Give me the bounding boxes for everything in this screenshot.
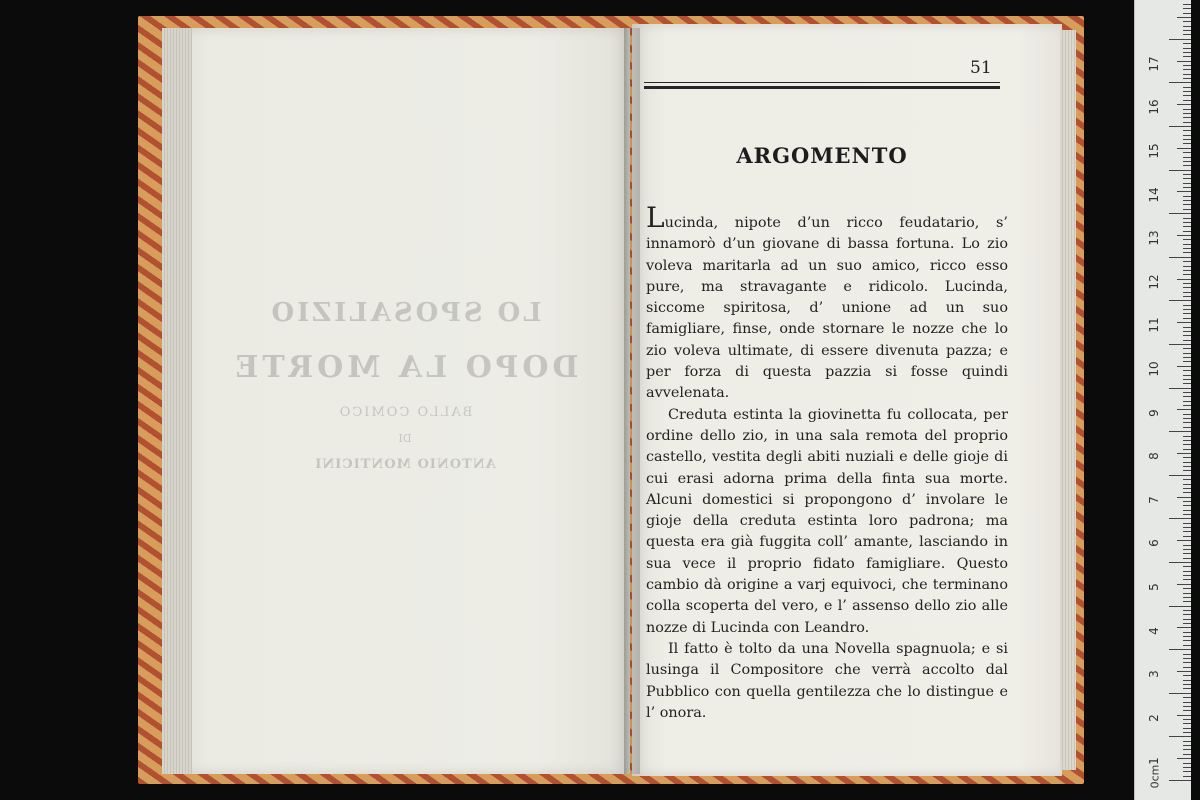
ruler-tick <box>1177 627 1191 628</box>
ruler-tick <box>1183 348 1191 349</box>
ruler-tick <box>1183 405 1191 406</box>
ruler-tick <box>1183 767 1191 768</box>
ruler-tick <box>1177 191 1191 192</box>
bleed-through-text <box>190 280 620 472</box>
ruler-tick <box>1183 130 1191 131</box>
ruler-tick <box>1183 619 1191 620</box>
ruler-tick <box>1183 95 1191 96</box>
ruler-tick <box>1183 30 1191 31</box>
ruler-tick <box>1183 479 1191 480</box>
ruler-tick <box>1183 13 1191 14</box>
right-page-edges <box>1060 30 1076 770</box>
ruler-tick <box>1183 252 1191 253</box>
book-gutter <box>624 28 640 774</box>
ruler-number: 14 <box>1147 186 1161 203</box>
ruler-tick <box>1183 165 1191 166</box>
ruler-tick <box>1183 449 1191 450</box>
ruler-tick <box>1183 588 1191 589</box>
ruler-tick <box>1183 370 1191 371</box>
ruler-tick <box>1183 427 1191 428</box>
ruler-tick <box>1183 462 1191 463</box>
ruler-tick <box>1169 39 1191 40</box>
ruler-tick <box>1177 279 1191 280</box>
ruler-tick <box>1183 440 1191 441</box>
ruler-tick <box>1183 8 1191 9</box>
ruler-tick <box>1183 340 1191 341</box>
paragraph-1-text: ucinda, nipote d’un ricco feudatario, s’ innamorò d’un giovane di bassa fortuna. Lo zio voleva maritarla ad un suo amico, ricco esso pure, ma stravagante e ridicolo. Lucinda, siccome spiritosa, d’ unione ad un suo famigliare, finse, onde stornare le nozze che lo zio voleva ultimate, di essere divenuta pazza; e per forza di questa pazzia si fosse quindi avvelenata. <box>646 215 1008 402</box>
ruler-tick <box>1183 688 1191 689</box>
ruler-tick <box>1183 754 1191 755</box>
page-number: 51 <box>970 58 992 78</box>
rule-thick <box>644 86 1000 89</box>
ruler-tick <box>1169 736 1191 737</box>
ruler-tick <box>1183 392 1191 393</box>
ruler-number: 4 <box>1147 626 1161 635</box>
ruler-tick <box>1183 209 1191 210</box>
ruler-tick <box>1169 606 1191 607</box>
ruler-tick <box>1183 571 1191 572</box>
ruler-tick <box>1183 610 1191 611</box>
ruler-tick <box>1183 593 1191 594</box>
ruler-tick <box>1183 379 1191 380</box>
ruler-tick <box>1183 514 1191 515</box>
ruler-tick <box>1183 501 1191 502</box>
ruler-tick <box>1183 488 1191 489</box>
ruler-tick <box>1183 636 1191 637</box>
ruler-tick <box>1183 21 1191 22</box>
ruler-tick <box>1183 702 1191 703</box>
ruler-tick <box>1183 274 1191 275</box>
ruler-tick <box>1183 706 1191 707</box>
ruler-tick <box>1169 388 1191 389</box>
rule-thin <box>644 82 1000 83</box>
ruler-tick <box>1183 396 1191 397</box>
ruler-tick <box>1183 231 1191 232</box>
ruler-tick <box>1183 623 1191 624</box>
ruler-tick <box>1177 104 1191 105</box>
ruler-tick <box>1183 100 1191 101</box>
ruler-tick <box>1183 745 1191 746</box>
ruler-tick <box>1177 540 1191 541</box>
ruler-tick <box>1169 431 1191 432</box>
ruler-number: 10 <box>1147 361 1161 377</box>
ruler-tick <box>1183 383 1191 384</box>
ruler-number: 5 <box>1147 583 1161 591</box>
ruler-tick <box>1183 566 1191 567</box>
paragraph-2: Creduta estinta la giovinetta fu collocata, per ordine dello zio, in una sala remota del proprio castello, vestita degli abiti nuziali e delle gioje di cui erasi adorna prima della finta sua morte. Alcuni domestici si propongono d’ involare le gioje della creduta estinta loro padrona; ma questa era già fuggita coll’ amante, lasciando in sua vece il proprio fidato famigliare. Questo cambio dà origine a varj equivoci, che terminano colla scoperta del vero, e l’ assenso dello zio alle nozze di Lucinda con Leandro. <box>646 406 1008 636</box>
ruler-number: 13 <box>1147 230 1161 246</box>
ruler-tick <box>1183 270 1191 271</box>
ruler-tick <box>1183 122 1191 123</box>
ruler-tick <box>1183 527 1191 528</box>
ruler-unit: 0cm <box>1148 764 1162 789</box>
bleed-line: ANTONIO MONTICINI <box>314 457 496 472</box>
ruler-tick <box>1183 523 1191 524</box>
ruler-tick <box>1183 684 1191 685</box>
ruler-tick <box>1183 331 1191 332</box>
ruler-tick <box>1183 558 1191 559</box>
ruler-tick <box>1183 296 1191 297</box>
ruler-tick <box>1183 4 1191 5</box>
ruler-tick <box>1183 87 1191 88</box>
ruler-tick <box>1183 466 1191 467</box>
page-heading: ARGOMENTO <box>736 143 908 168</box>
ruler-number: 9 <box>1147 408 1161 417</box>
ruler-tick <box>1183 597 1191 598</box>
measuring-ruler <box>1134 0 1191 800</box>
ruler-tick <box>1169 780 1191 781</box>
ruler-tick <box>1183 248 1191 249</box>
ruler-tick <box>1183 549 1191 550</box>
ruler-tick <box>1183 43 1191 44</box>
ruler-number: 11 <box>1147 317 1161 334</box>
bleed-line: LO SPOSALIZIO <box>268 298 542 328</box>
ruler-tick <box>1183 65 1191 66</box>
ruler-tick <box>1183 78 1191 79</box>
ruler-tick <box>1177 715 1191 716</box>
ruler-tick <box>1177 671 1191 672</box>
ruler-tick <box>1183 422 1191 423</box>
ruler-tick <box>1183 335 1191 336</box>
ruler-tick <box>1183 218 1191 219</box>
ruler-tick <box>1183 658 1191 659</box>
ruler-tick <box>1183 283 1191 284</box>
ruler-tick <box>1177 453 1191 454</box>
ruler-number: 8 <box>1147 452 1161 461</box>
ruler-tick <box>1183 632 1191 633</box>
ruler-tick <box>1183 484 1191 485</box>
ruler-tick <box>1183 536 1191 537</box>
ruler-tick <box>1177 409 1191 410</box>
ruler-tick <box>1183 361 1191 362</box>
body-text <box>646 201 1008 724</box>
ruler-tick <box>1183 327 1191 328</box>
ruler-tick <box>1169 82 1191 83</box>
ruler-tick <box>1183 313 1191 314</box>
header-rule <box>644 82 1000 92</box>
ruler-tick <box>1183 48 1191 49</box>
ruler-tick <box>1169 562 1191 563</box>
ruler-tick <box>1183 305 1191 306</box>
ruler-tick <box>1177 584 1191 585</box>
ruler-tick <box>1183 697 1191 698</box>
ruler-tick <box>1183 545 1191 546</box>
ruler-tick <box>1183 553 1191 554</box>
ruler-tick <box>1183 135 1191 136</box>
ruler-tick <box>1183 444 1191 445</box>
ruler-tick <box>1183 204 1191 205</box>
bleed-line: DI <box>398 432 412 445</box>
ruler-tick <box>1183 470 1191 471</box>
ruler-tick <box>1169 126 1191 127</box>
ruler-tick <box>1183 152 1191 153</box>
ruler-tick <box>1183 457 1191 458</box>
paragraph-3: Il fatto è tolto da una Novella spagnuola; e si lusinga il Compositore che verrà accolto dal Pubblico con quella gentilezza che lo distingue e l’ onora. <box>646 640 1008 721</box>
bleed-line: BALLO COMICO <box>337 405 473 420</box>
ruler-tick <box>1183 741 1191 742</box>
ruler-tick <box>1183 161 1191 162</box>
ruler-tick <box>1183 640 1191 641</box>
ruler-tick <box>1183 763 1191 764</box>
ruler-tick <box>1183 654 1191 655</box>
ruler-tick <box>1183 710 1191 711</box>
ruler-tick <box>1177 148 1191 149</box>
ruler-tick <box>1183 667 1191 668</box>
ruler-tick <box>1183 117 1191 118</box>
ruler-tick <box>1177 17 1191 18</box>
ruler-number: 16 <box>1147 99 1161 116</box>
ruler-tick <box>1177 235 1191 236</box>
ruler-number: 15 <box>1147 143 1161 159</box>
ruler-tick <box>1183 292 1191 293</box>
ruler-tick <box>1183 143 1191 144</box>
ruler-tick <box>1183 776 1191 777</box>
ruler-tick <box>1183 510 1191 511</box>
ruler-tick <box>1183 309 1191 310</box>
ruler-tick <box>1183 187 1191 188</box>
ruler-tick <box>1183 492 1191 493</box>
ruler-tick <box>1183 226 1191 227</box>
ruler-tick <box>1183 113 1191 114</box>
ruler-tick <box>1183 261 1191 262</box>
ruler-tick <box>1183 239 1191 240</box>
ruler-tick <box>1177 322 1191 323</box>
ruler-number: 2 <box>1147 713 1161 722</box>
ruler-tick <box>1183 200 1191 201</box>
ruler-tick <box>1183 436 1191 437</box>
ruler-tick <box>1183 109 1191 110</box>
ruler-tick <box>1183 375 1191 376</box>
ruler-tick <box>1183 728 1191 729</box>
ruler-tick <box>1183 680 1191 681</box>
ruler-tick <box>1183 357 1191 358</box>
ruler-tick <box>1183 614 1191 615</box>
ruler-tick <box>1183 414 1191 415</box>
ruler-tick <box>1183 531 1191 532</box>
ruler-tick <box>1183 732 1191 733</box>
ruler-tick <box>1183 418 1191 419</box>
ruler-tick <box>1183 56 1191 57</box>
ruler-tick <box>1177 366 1191 367</box>
ruler-tick <box>1183 196 1191 197</box>
ruler-tick <box>1183 723 1191 724</box>
ruler-tick <box>1183 174 1191 175</box>
ruler-tick <box>1183 69 1191 70</box>
ruler-tick <box>1183 662 1191 663</box>
ruler-number: 7 <box>1147 495 1161 504</box>
ruler-tick <box>1177 497 1191 498</box>
ruler-tick <box>1183 601 1191 602</box>
ruler-tick <box>1183 579 1191 580</box>
ruler-tick <box>1183 178 1191 179</box>
ruler-tick <box>1177 61 1191 62</box>
ruler-tick <box>1183 139 1191 140</box>
drop-cap: L <box>646 201 665 234</box>
ruler-tick <box>1183 749 1191 750</box>
ruler-tick <box>1183 244 1191 245</box>
ruler-tick <box>1183 575 1191 576</box>
ruler-tick <box>1183 34 1191 35</box>
paragraph-1 <box>646 201 1008 405</box>
ruler-tick <box>1183 401 1191 402</box>
ruler-tick <box>1183 157 1191 158</box>
ruler-tick <box>1183 505 1191 506</box>
ruler-tick <box>1183 91 1191 92</box>
ruler-tick <box>1183 183 1191 184</box>
ruler-tick <box>1169 475 1191 476</box>
ruler-number: 1 <box>1147 757 1161 766</box>
ruler-tick <box>1183 287 1191 288</box>
bleed-line: DOPO LA MORTE <box>231 350 579 385</box>
ruler-number: 17 <box>1147 56 1161 72</box>
ruler-tick <box>1169 344 1191 345</box>
ruler-tick <box>1177 758 1191 759</box>
ruler-tick <box>1169 300 1191 301</box>
ruler-tick <box>1183 222 1191 223</box>
ruler-tick <box>1183 26 1191 27</box>
ruler-tick <box>1183 675 1191 676</box>
ruler-number: 3 <box>1147 670 1161 679</box>
ruler-tick <box>1183 645 1191 646</box>
ruler-tick <box>1183 719 1191 720</box>
ruler-tick <box>1183 771 1191 772</box>
ruler-tick <box>1183 266 1191 267</box>
ruler-tick <box>1169 518 1191 519</box>
ruler-tick <box>1183 74 1191 75</box>
ruler-tick <box>1183 52 1191 53</box>
ruler-number: 12 <box>1147 274 1161 290</box>
ruler-tick <box>1169 213 1191 214</box>
ruler-tick <box>1169 693 1191 694</box>
ruler-tick <box>1169 257 1191 258</box>
ruler-tick <box>1169 170 1191 171</box>
ruler-tick <box>1183 353 1191 354</box>
ruler-tick <box>1169 649 1191 650</box>
ruler-number: 6 <box>1147 539 1161 548</box>
left-page-edges <box>162 28 192 774</box>
ruler-tick <box>1183 318 1191 319</box>
